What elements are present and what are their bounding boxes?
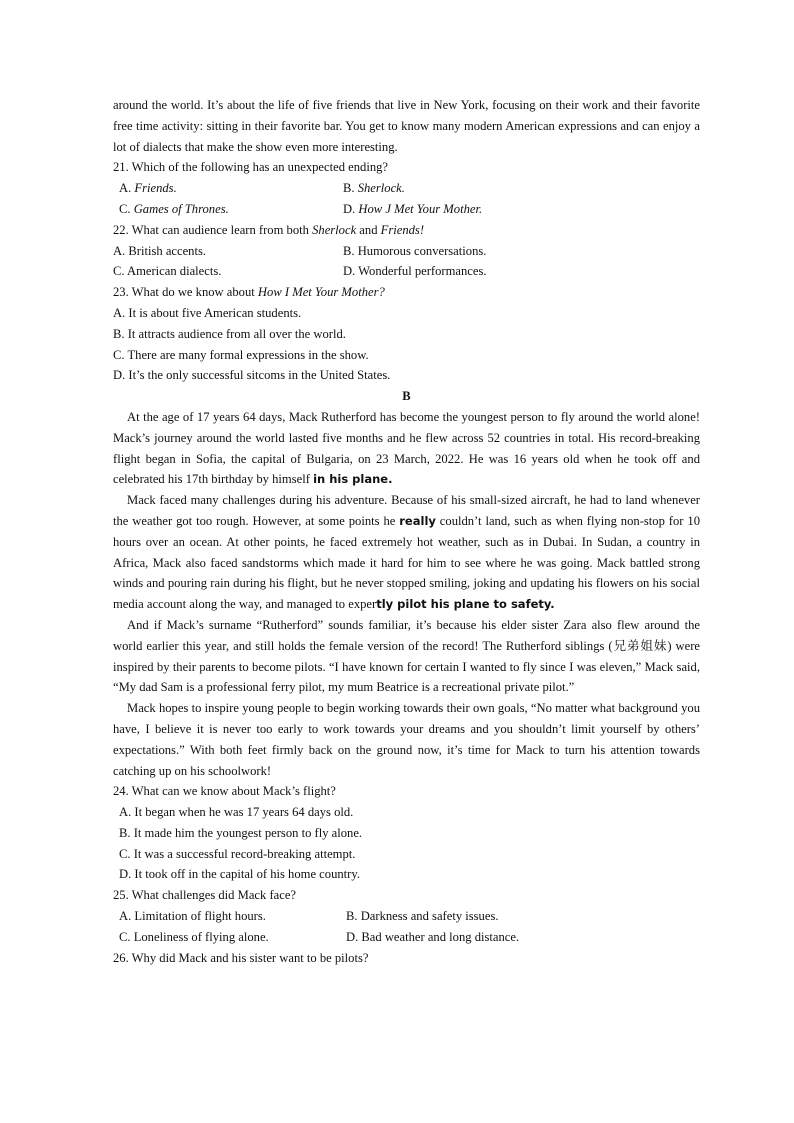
q24-option-c[interactable]: C. It was a successful record-breaking attempt. bbox=[119, 846, 356, 861]
question-24-stem: 24. What can we know about Mack’s flight? bbox=[113, 784, 336, 799]
exam-page bbox=[113, 95, 700, 968]
question-22-options-row-2 bbox=[113, 261, 700, 282]
question-22-stem: 22. What can audience learn from both Sherlock and Friends! bbox=[113, 222, 425, 237]
q21-option-c[interactable]: C. Games of Thrones. bbox=[119, 201, 229, 216]
q25-option-c[interactable]: C. Loneliness of flying alone. bbox=[119, 929, 269, 944]
question-22-options-row-1 bbox=[113, 241, 700, 262]
q22-option-b[interactable]: B. Humorous conversations. bbox=[343, 243, 487, 258]
q24-option-a[interactable]: A. It began when he was 17 years 64 days old. bbox=[119, 805, 354, 820]
q25-option-d[interactable]: D. Bad weather and long distance. bbox=[346, 929, 520, 944]
passage-a-ending: around the world. It’s about the life of five friends that live in New York, focusing on their work and their favorite free time activity: sitting in their favorite bar. You get to know many modern American expressions and can enjoy a lot of dialects that make the show even more interesting. bbox=[113, 98, 700, 154]
q25-option-a[interactable]: A. Limitation of flight hours. bbox=[119, 909, 266, 924]
q23-option-a[interactable]: A. It is about five American students. bbox=[113, 305, 302, 320]
question-25-options-row-1 bbox=[113, 906, 700, 927]
q23-option-b[interactable]: B. It attracts audience from all over the world. bbox=[113, 326, 346, 341]
section-b-heading: B bbox=[402, 389, 411, 404]
passage-b-paragraph-2: Mack faced many challenges during his adventure. Because of his small-sized aircraft, he had to land whenever the weather got too rough. However, at some points he really couldn’t land, such as when flying non-stop for 10 hours over an ocean. At other points, he faced extremely hot weather, such as in Dubai. In Sudan, a country in Africa, Mack also faced sandstorms which made it hard for him to see where he was going. Mack battled strong winds and pouring rain during his flight, but he never stopped smiling, joking and updating his flowers on his social media account along the way, and managed to expertly pilot his plane to safety. bbox=[113, 493, 700, 612]
question-21-options-row-1 bbox=[113, 178, 700, 199]
q21-option-d[interactable]: D. How J Met Your Mother. bbox=[343, 201, 483, 216]
q25-option-b[interactable]: B. Darkness and safety issues. bbox=[346, 909, 499, 924]
question-26-stem: 26. Why did Mack and his sister want to be pilots? bbox=[113, 950, 369, 965]
q22-option-a[interactable]: A. British accents. bbox=[113, 243, 207, 258]
q21-option-b[interactable]: B. Sherlock. bbox=[343, 181, 405, 196]
passage-b-paragraph-3: And if Mack’s surname “Rutherford” sounds familiar, it’s because his elder sister Zara also flew around the world earlier this year, and still holds the female version of the record! The Rutherford siblings (兄弟姐妹) were inspired by their parents to become pilots. “I have known for certain I wanted to fly since I was eleven,” Mack said, “My dad Sam is a professional ferry pilot, my mum Beatrice is a recreational private pilot.” bbox=[113, 617, 700, 695]
question-23-stem: 23. What do we know about How I Met Your Mother? bbox=[113, 285, 385, 300]
question-21-options-row-2 bbox=[113, 199, 700, 220]
q24-option-d[interactable]: D. It took off in the capital of his home country. bbox=[119, 867, 360, 882]
q23-option-d[interactable]: D. It’s the only successful sitcoms in the United States. bbox=[113, 368, 391, 383]
q22-option-d[interactable]: D. Wonderful performances. bbox=[343, 264, 487, 279]
question-25-options-row-2 bbox=[113, 927, 700, 948]
q22-option-c[interactable]: C. American dialects. bbox=[113, 264, 222, 279]
q24-option-b[interactable]: B. It made him the youngest person to fly alone. bbox=[119, 825, 363, 840]
q23-option-c[interactable]: C. There are many formal expressions in the show. bbox=[113, 347, 369, 362]
passage-b-paragraph-1: At the age of 17 years 64 days, Mack Rutherford has become the youngest person to fly around the world alone! Mack’s journey around the world lasted five months and he flew across 52 countries in total. His record-breaking flight began in Sofia, the capital of Bulgaria, on 23 March, 2022. He was 16 years old when he took off and celebrated his 17th birthday by himself in his plane. bbox=[113, 409, 700, 487]
question-25-stem: 25. What challenges did Mack face? bbox=[113, 888, 296, 903]
q21-option-a[interactable]: A. Friends. bbox=[119, 181, 177, 196]
passage-b-paragraph-4: Mack hopes to inspire young people to begin working towards their own goals, “No matter what background you have, I believe it is never too early to work towards your dreams and you shouldn’t limit yourself by others’ expectations.” With both feet firmly back on the ground now, it’s time for Mack to turn his attention towards catching up on his schoolwork! bbox=[113, 701, 700, 778]
question-21-stem: 21. Which of the following has an unexpected ending? bbox=[113, 160, 389, 175]
